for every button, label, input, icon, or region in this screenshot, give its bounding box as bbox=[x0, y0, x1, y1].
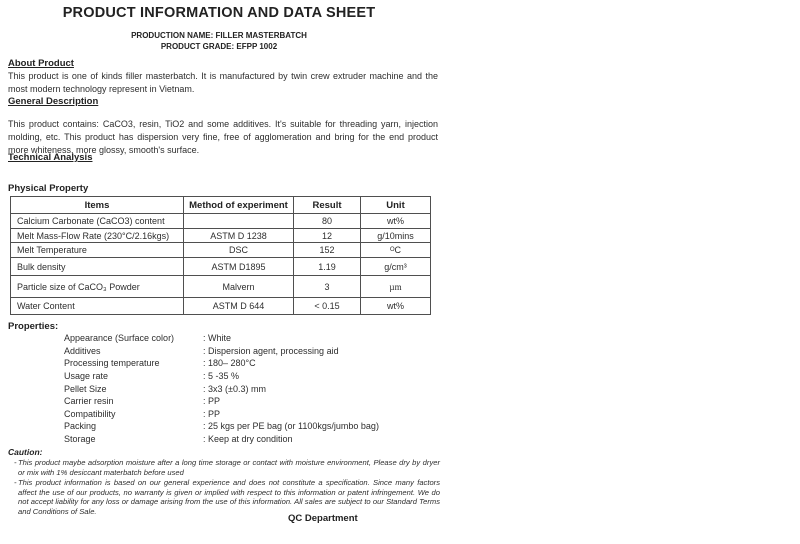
cell-method: DSC bbox=[184, 243, 294, 258]
property-value: : 180– 280°C bbox=[203, 358, 256, 369]
column-header-method: Method of experiment bbox=[184, 197, 294, 214]
property-value: : PP bbox=[203, 396, 221, 407]
cell-unit: g/cm³ bbox=[361, 258, 431, 276]
cell-unit: µm bbox=[361, 276, 431, 298]
cell-item: Melt Temperature bbox=[11, 243, 184, 258]
table-row bbox=[11, 276, 431, 298]
property-label: Processing temperature bbox=[64, 358, 160, 369]
property-row bbox=[8, 370, 438, 383]
cell-unit: ᴼC bbox=[361, 243, 431, 258]
property-row bbox=[8, 433, 438, 446]
physical-property-heading: Physical Property bbox=[8, 183, 89, 194]
table-row bbox=[11, 229, 431, 243]
property-label: Appearance (Surface color) bbox=[64, 333, 175, 344]
caution-text: This product maybe adsorption moisture after a long time storage or contact with moisture environment, Please dry by dryer or mix with 1% desiccant materbatch before used bbox=[18, 458, 440, 477]
caution-text: This product information is based on our general experience and does not constitute a specification. Since many factors affect the use of our products, no warranty is given or implied with respect to this information or patent infringement. We do not accept liability for any loss or damage arising from the use of this information. All sales are subject to our Standard Terms and Conditions of Sale. bbox=[18, 478, 440, 516]
cell-method: ASTM D 644 bbox=[184, 298, 294, 315]
about-product-heading: About Product bbox=[8, 58, 74, 69]
cell-item: Melt Mass-Flow Rate (230°C/2.16kgs) bbox=[11, 229, 184, 243]
property-label: Storage bbox=[64, 434, 96, 445]
cell-result: 12 bbox=[294, 229, 361, 243]
cell-unit: wt% bbox=[361, 298, 431, 315]
cell-result: 3 bbox=[294, 276, 361, 298]
cell-item: Calcium Carbonate (CaCO3) content bbox=[11, 214, 184, 229]
property-row bbox=[8, 332, 438, 345]
property-value: : PP bbox=[203, 408, 221, 419]
property-row bbox=[8, 395, 438, 408]
column-header-items: Items bbox=[11, 197, 184, 214]
product-grade: PRODUCT GRADE: EFPP 1002 bbox=[160, 42, 278, 51]
production-name: PRODUCTION NAME: FILLER MASTERBATCH bbox=[131, 31, 307, 40]
property-label: Usage rate bbox=[64, 371, 109, 382]
caution-heading: Caution: bbox=[8, 447, 43, 457]
property-row bbox=[8, 345, 438, 358]
table-row bbox=[11, 298, 431, 315]
property-label: Additives bbox=[64, 345, 101, 356]
property-label: Compatibility bbox=[64, 408, 116, 419]
caution-section bbox=[8, 447, 440, 517]
property-row bbox=[8, 357, 438, 370]
cell-item: Bulk density bbox=[11, 258, 184, 276]
property-value: : Keep at dry condition bbox=[203, 434, 293, 445]
table-header-row bbox=[11, 197, 431, 214]
cell-result: 80 bbox=[294, 214, 361, 229]
cell-result: 152 bbox=[294, 243, 361, 258]
caution-item bbox=[8, 478, 440, 516]
cell-method: ASTM D1895 bbox=[184, 258, 294, 276]
property-row bbox=[8, 382, 438, 395]
property-label: Packing bbox=[64, 421, 97, 432]
property-row bbox=[8, 408, 438, 421]
property-value: : 25 kgs per PE bag (or 1100kgs/jumbo bag) bbox=[203, 421, 379, 432]
property-value: : 5 -35 % bbox=[203, 371, 240, 382]
column-header-result: Result bbox=[294, 197, 361, 214]
technical-analysis-heading: Technical Analysis bbox=[8, 152, 93, 163]
cell-result: < 0.15 bbox=[294, 298, 361, 315]
properties-section bbox=[8, 321, 438, 445]
cell-item: Water Content bbox=[11, 298, 184, 315]
cell-method: Malvern bbox=[184, 276, 294, 298]
general-description-heading: General Description bbox=[8, 96, 99, 107]
property-value: : White bbox=[203, 333, 232, 344]
title-block bbox=[0, 5, 438, 52]
cell-unit: g/10mins bbox=[361, 229, 431, 243]
about-product-body: This product is one of kinds filler masterbatch. It is manufactured by twin crew extruder machine and the most modern technology represent in Vietnam. bbox=[8, 71, 438, 94]
property-value: : Dispersion agent, processing aid bbox=[203, 345, 339, 356]
cell-result: 1.19 bbox=[294, 258, 361, 276]
column-header-unit: Unit bbox=[361, 197, 431, 214]
bullet-dash: - bbox=[14, 478, 17, 488]
table-row bbox=[11, 243, 431, 258]
cell-method: ASTM D 1238 bbox=[184, 229, 294, 243]
physical-property-table bbox=[10, 196, 431, 315]
cell-item: Particle size of CaCO₃ Powder bbox=[11, 276, 184, 298]
property-row bbox=[8, 420, 438, 433]
general-description-body: This product contains: CaCO3, resin, TiO2 and some additives. It's suitable for threading yarn, injection molding, etc. This product has dispersion very fine, free of agglomeration and bring for the end product more whiteness, more glossy, smooth's surface. bbox=[8, 119, 438, 155]
table-row bbox=[11, 214, 431, 229]
property-label: Pellet Size bbox=[64, 383, 107, 394]
cell-method bbox=[184, 214, 294, 229]
qc-department-footer: QC Department bbox=[288, 513, 358, 524]
table-row bbox=[11, 258, 431, 276]
property-label: Carrier resin bbox=[64, 396, 114, 407]
page-title: PRODUCT INFORMATION AND DATA SHEET bbox=[62, 5, 376, 21]
caution-item bbox=[8, 458, 440, 477]
property-value: : 3x3 (±0.3) mm bbox=[203, 383, 266, 394]
cell-unit: wt% bbox=[361, 214, 431, 229]
properties-heading: Properties: bbox=[8, 321, 59, 332]
bullet-dash: - bbox=[14, 458, 17, 467]
